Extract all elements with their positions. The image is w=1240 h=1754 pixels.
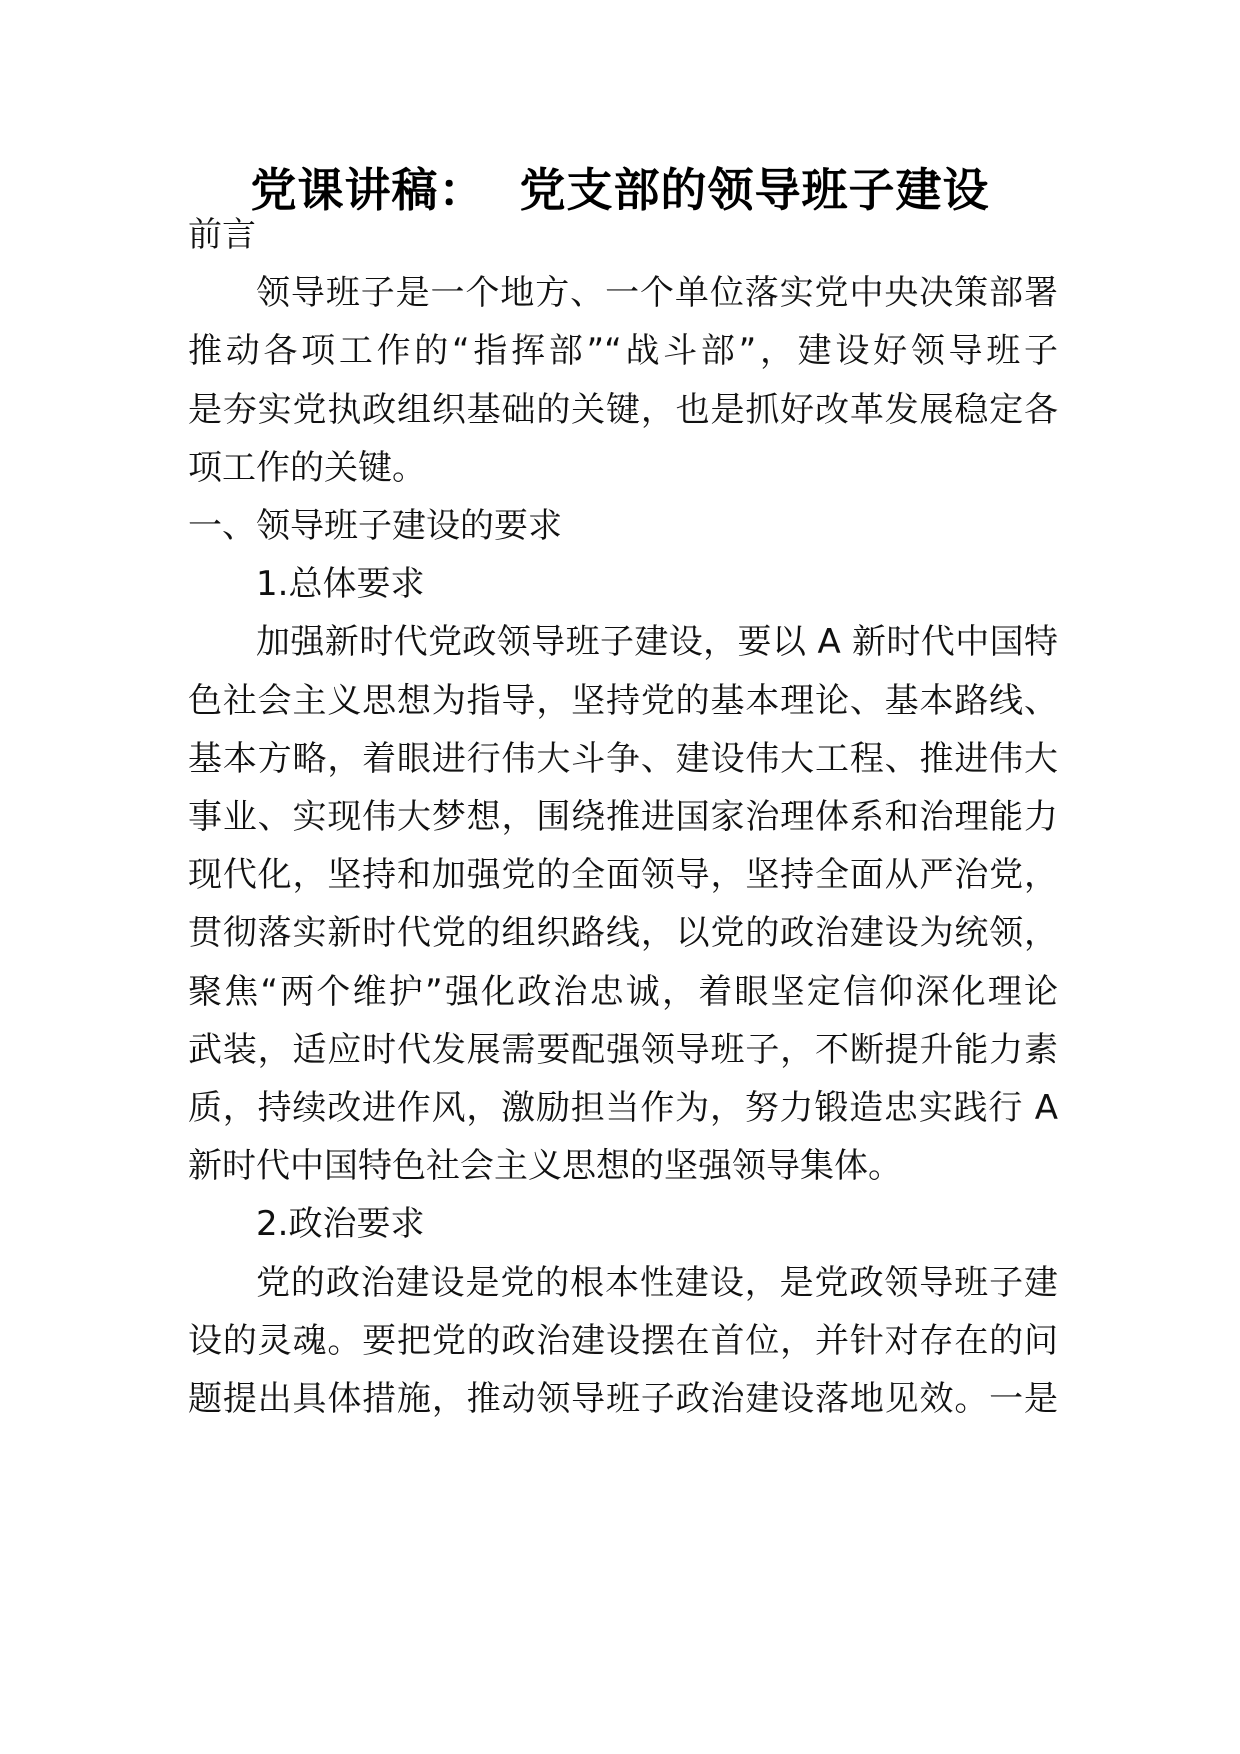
body-line: 基本方略，着眼进行伟大斗争、建设伟大工程、推进伟大 (188, 738, 1058, 779)
body-line: 题提出具体措施，推动领导班子政治建设落地见效。一是 (188, 1379, 1058, 1419)
body-line: 1.总体要求 (256, 564, 425, 605)
body-line: 推动各项工作的“指挥部”“战斗部”，建设好领导班子 (188, 331, 1058, 372)
body-line: 色社会主义思想为指导，坚持党的基本理论、基本路线、 (188, 680, 1058, 721)
body-line: 2.政治要求 (256, 1204, 425, 1245)
body-line: 加强新时代党政领导班子建设，要以 A 新时代中国特 (256, 622, 1058, 663)
body-line: 党的政治建设是党的根本性建设，是党政领导班子建 (256, 1262, 1058, 1303)
body-line: 质，持续改进作风，激励担当作为，努力锻造忠实践行 A (188, 1088, 1058, 1128)
document-title: 党课讲稿： 党支部的领导班子建设 (250, 163, 990, 217)
body-line: 事业、实现伟大梦想，围绕推进国家治理体系和治理能力 (188, 797, 1058, 837)
body-line: 是夯实党执政组织基础的关键，也是抓好改革发展稳定各 (188, 389, 1058, 430)
body-line: 新时代中国特色社会主义思想的坚强领导集体。 (188, 1146, 902, 1187)
body-line: 贯彻落实新时代党的组织路线，以党的政治建设为统领， (188, 913, 1058, 954)
body-line: 项工作的关键。 (188, 447, 426, 488)
body-line: 一、领导班子建设的要求 (188, 506, 562, 546)
body-line: 聚焦“两个维护”强化政治忠诚，着眼坚定信仰深化理论 (188, 971, 1058, 1012)
body-line: 前言 (188, 215, 256, 255)
body-line: 现代化，坚持和加强党的全面领导，坚持全面从严治党， (188, 855, 1058, 896)
body-line: 武装，适应时代发展需要配强领导班子，不断提升能力素 (188, 1029, 1058, 1070)
body-line: 设的灵魂。要把党的政治建设摆在首位，并针对存在的问 (188, 1320, 1058, 1361)
body-line: 领导班子是一个地方、一个单位落实党中央决策部署 (256, 273, 1058, 314)
